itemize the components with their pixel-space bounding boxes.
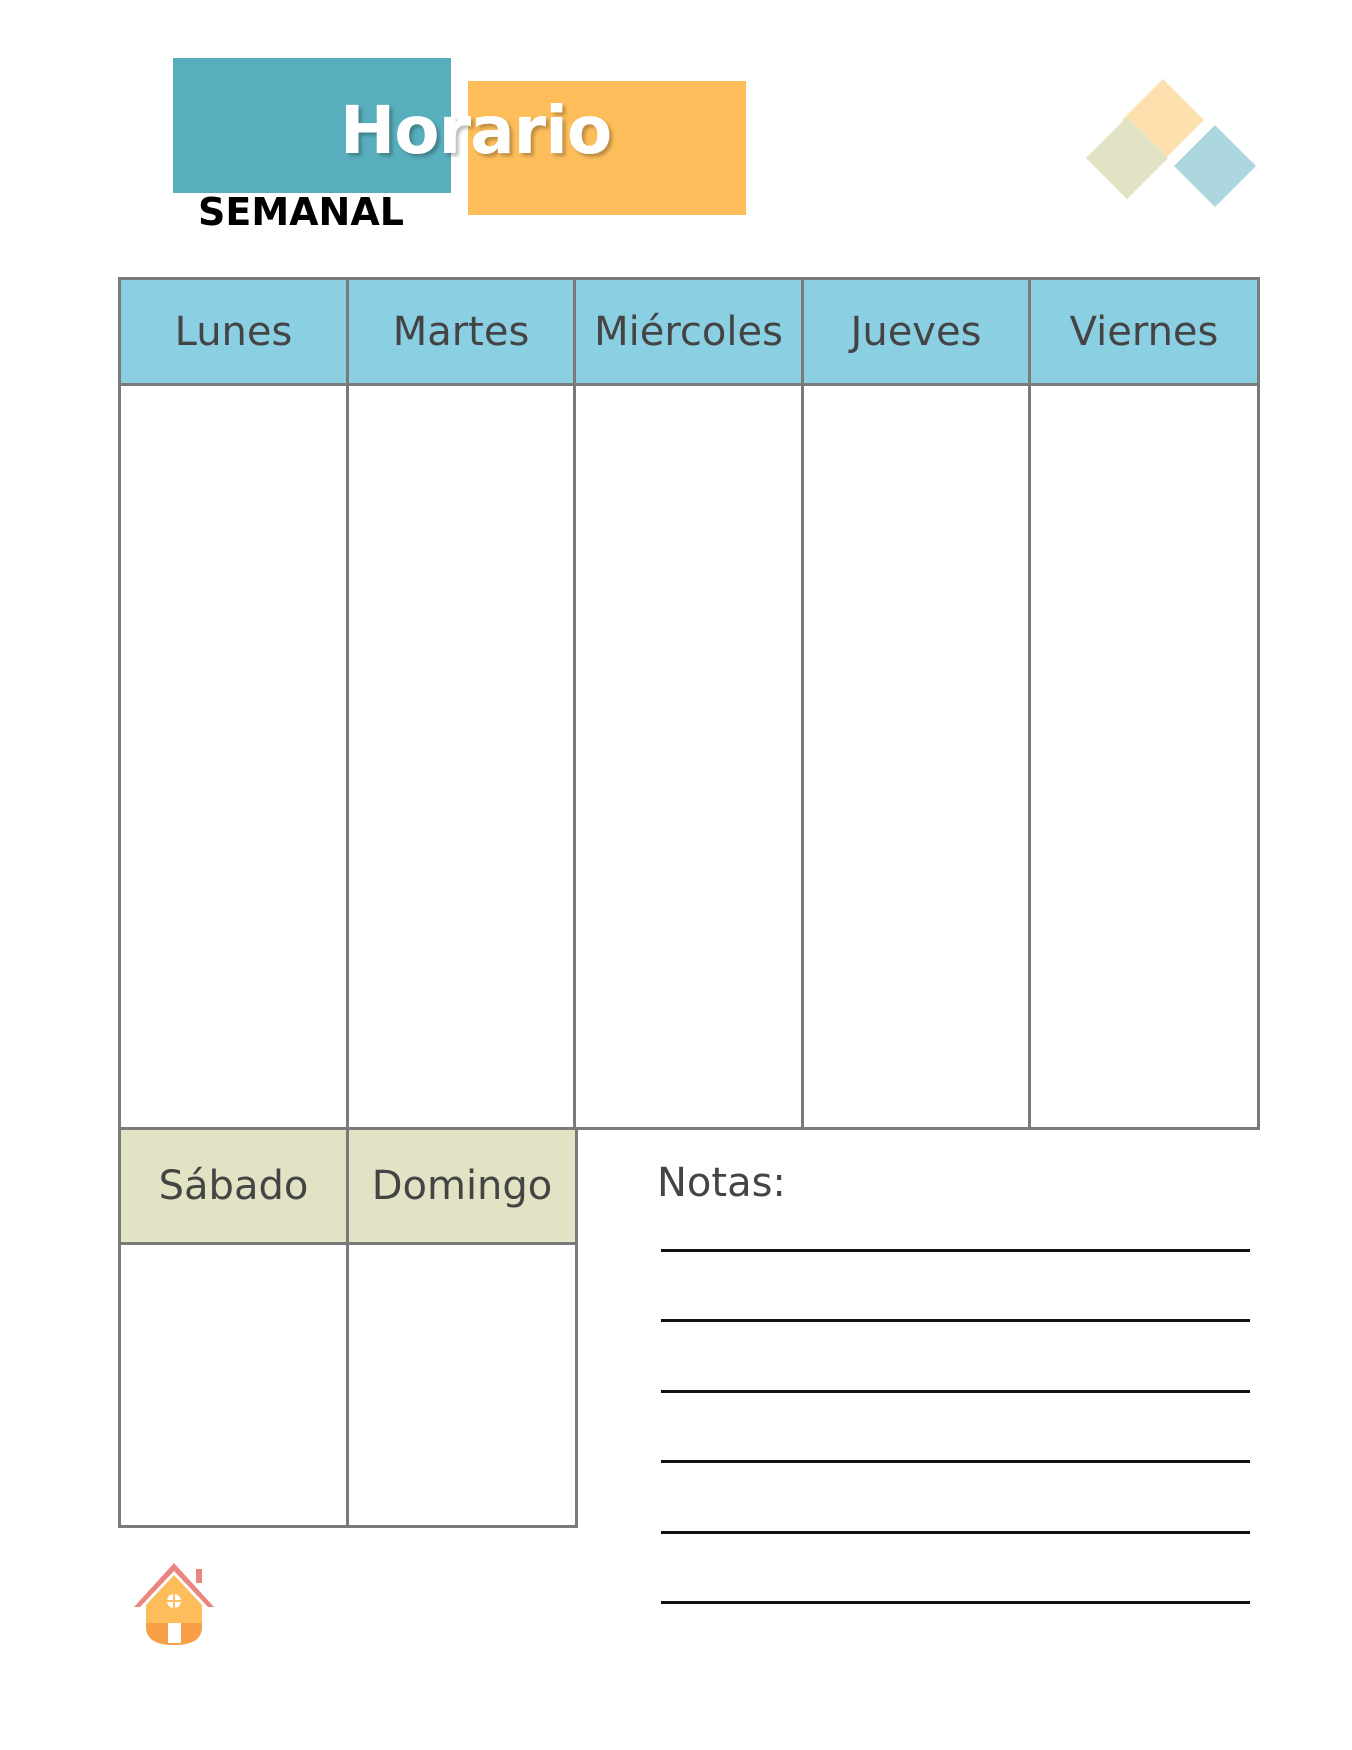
column-viernes xyxy=(1031,280,1257,1127)
day-header: Martes xyxy=(349,280,573,386)
note-line xyxy=(661,1249,1250,1252)
day-header: Miércoles xyxy=(576,280,801,386)
column-jueves xyxy=(804,280,1031,1127)
weekend-table xyxy=(118,1127,578,1528)
day-header: Domingo xyxy=(349,1127,575,1245)
day-header: Jueves xyxy=(804,280,1028,386)
day-header: Lunes xyxy=(121,280,346,386)
note-line xyxy=(661,1601,1250,1604)
note-line xyxy=(661,1460,1250,1463)
page-title: Horario xyxy=(340,92,612,169)
column-domingo xyxy=(349,1127,575,1525)
house-icon xyxy=(124,1555,224,1651)
weekday-table xyxy=(118,277,1260,1130)
column-miercoles xyxy=(576,280,804,1127)
page-subtitle: SEMANAL xyxy=(198,190,404,234)
day-header: Viernes xyxy=(1031,280,1257,386)
note-line xyxy=(661,1531,1250,1534)
day-header: Sábado xyxy=(121,1127,346,1245)
column-martes xyxy=(349,280,576,1127)
column-sabado xyxy=(121,1127,349,1525)
note-line xyxy=(661,1319,1250,1322)
notes-label: Notas: xyxy=(657,1160,786,1206)
note-line xyxy=(661,1390,1250,1393)
column-lunes xyxy=(121,280,349,1127)
